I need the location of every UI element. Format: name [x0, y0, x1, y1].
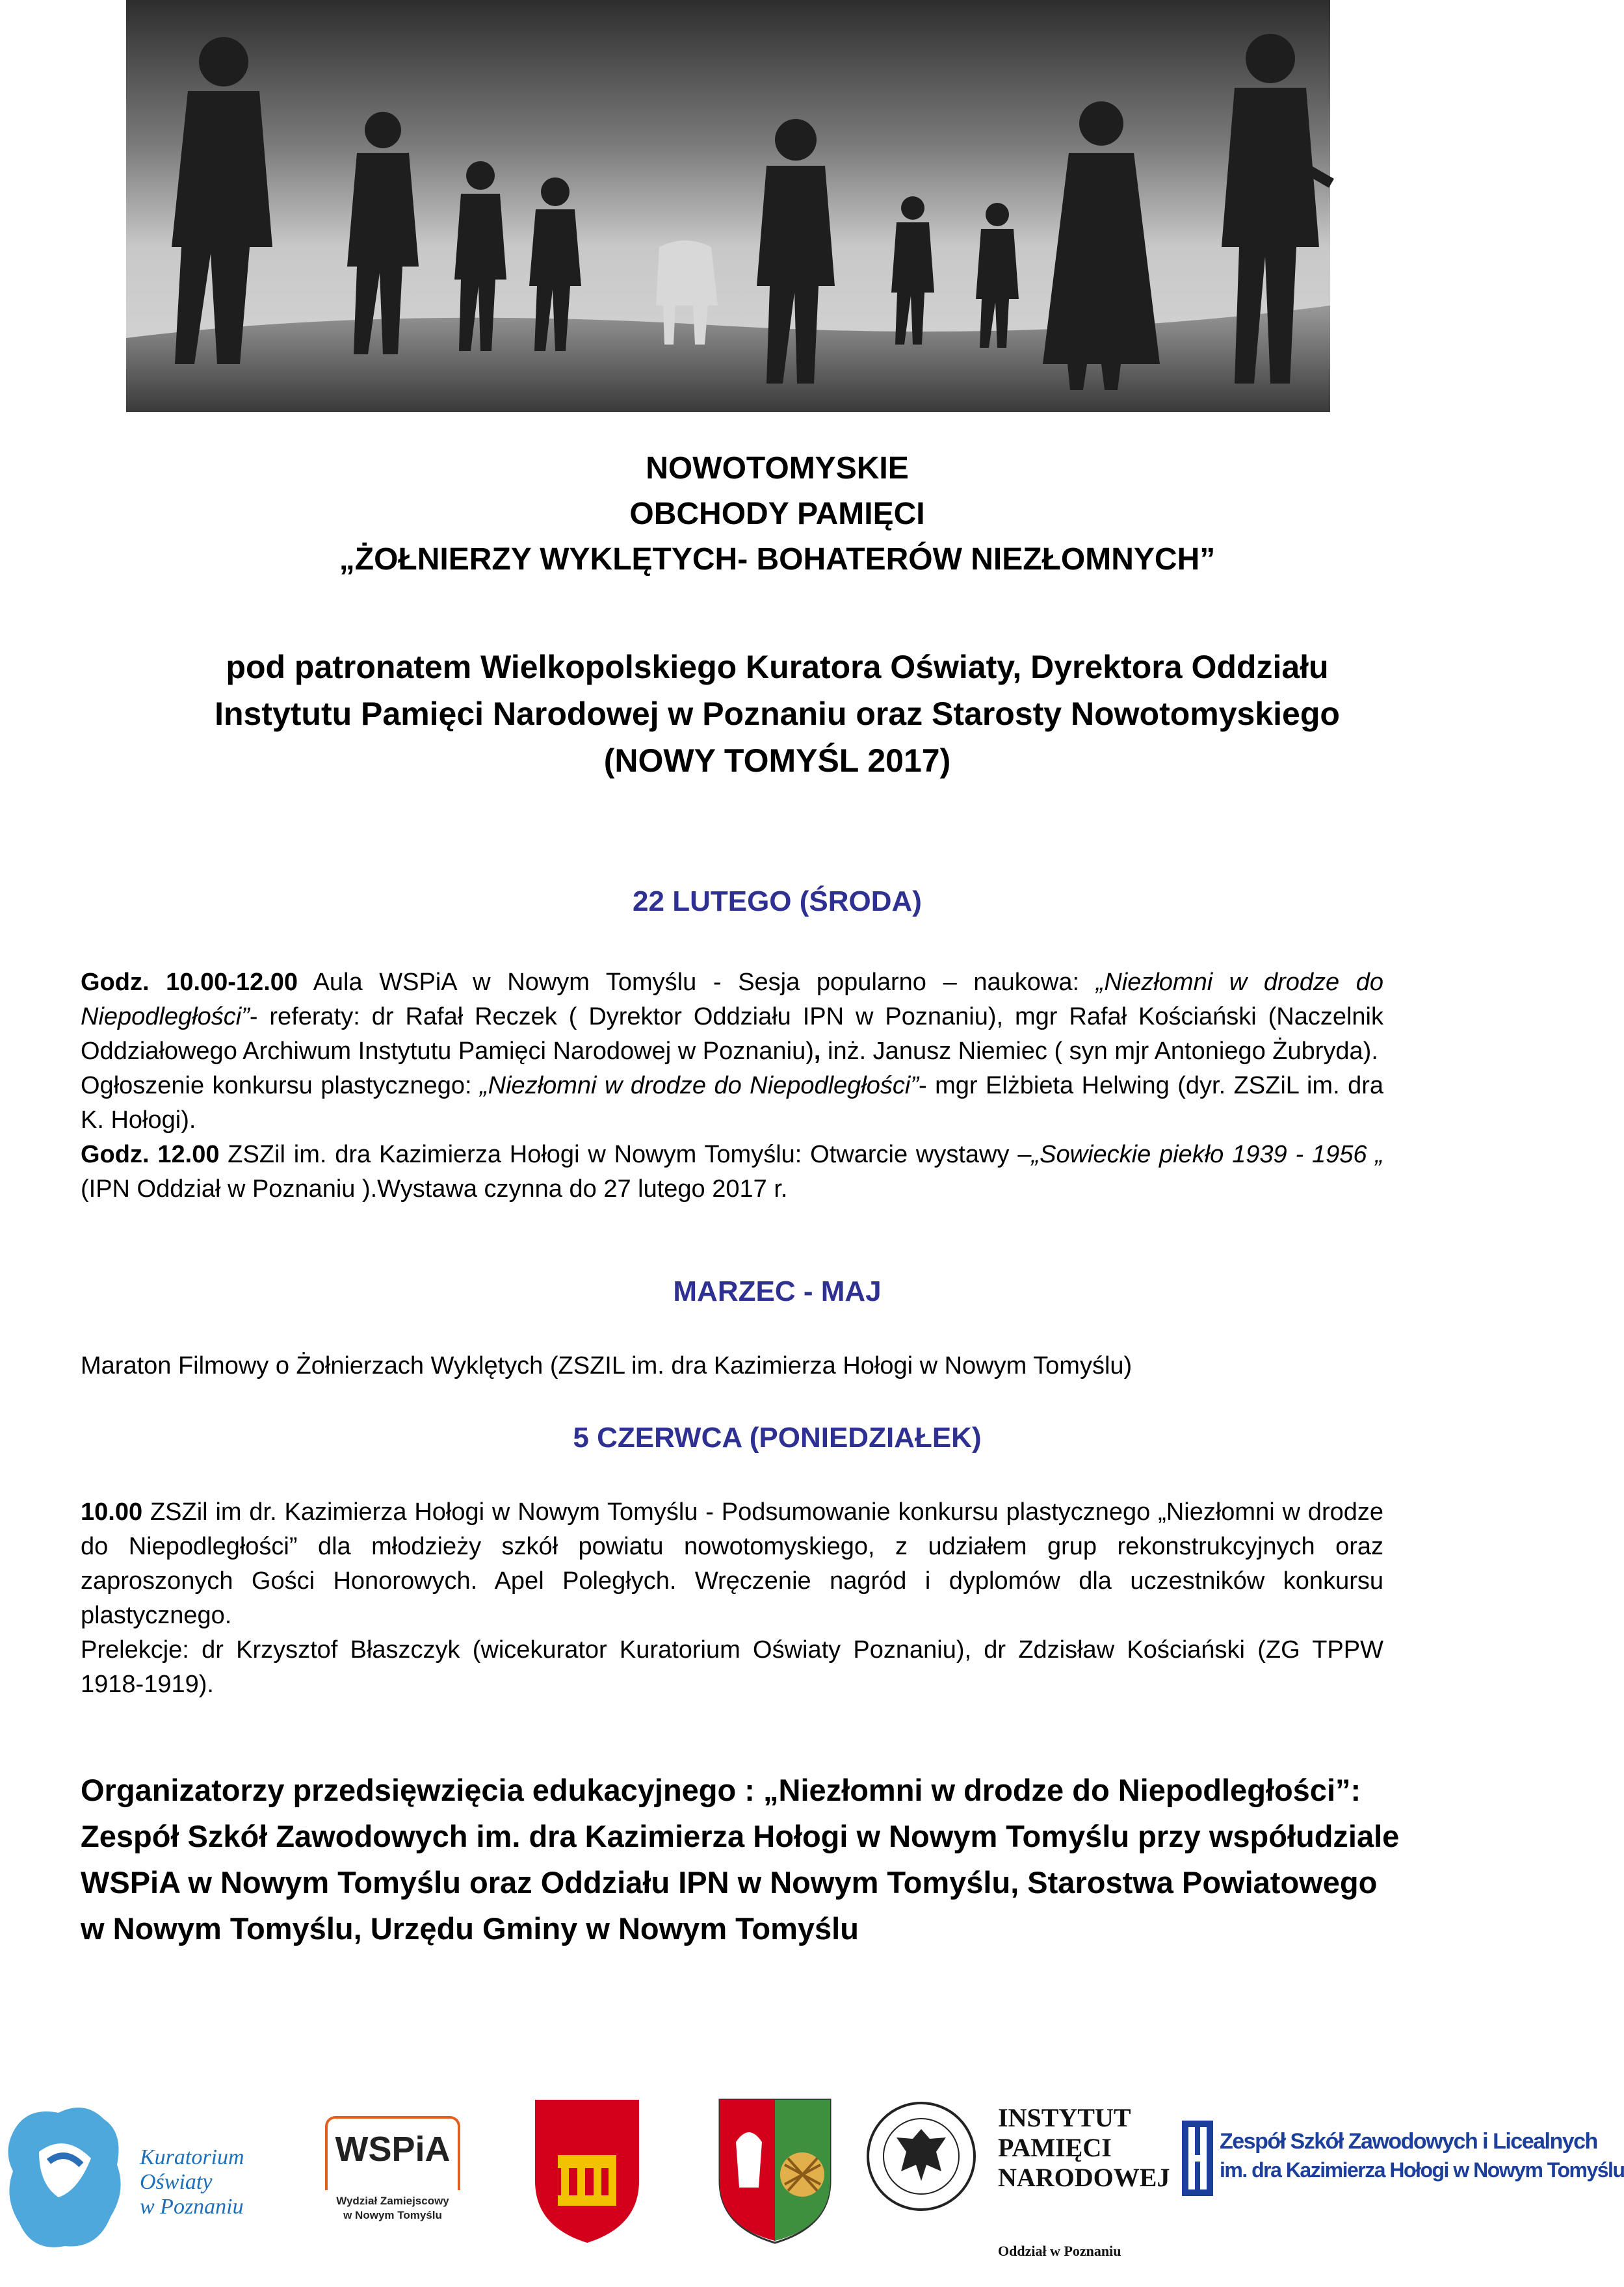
section2-date: MARZEC - MAJ [673, 1275, 882, 1307]
title-line-2: OBCHODY PAMIĘCI [629, 497, 925, 531]
section3-date: 5 CZERWCA (PONIEDZIAŁEK) [573, 1422, 982, 1454]
section1-text-2b: - mgr Elżbieta Helwing (dyr. ZSZiL im. dra K. Hołogi). [81, 1072, 1384, 1134]
section2-body [81, 1349, 1383, 1383]
section1-text-3b: (IPN Oddział w Poznaniu ).Wystawa czynna do 27 lutego 2017 r. [81, 1175, 788, 1203]
section1-paragraph-2 [81, 1069, 1383, 1138]
section3-body [81, 1495, 1383, 1702]
kuratorium-text-1: Kuratorium [140, 2145, 244, 2169]
ipn-text-1: INSTYTUT [998, 2103, 1131, 2132]
section2-text: Maraton Filmowy o Żołnierzach Wyklętych (ZSZIL im. dra Kazimierza Hołogi w Nowym Tomyślu) [81, 1352, 1133, 1379]
header-photo [126, 0, 1330, 412]
organizers-block [81, 1767, 1446, 1952]
wspia-text: WSPiA [335, 2130, 451, 2169]
organizers-line-1: Organizatorzy przedsięwzięcia edukacyjnego : „Niezłomni w drodze do Niepodległości”: [81, 1773, 1361, 1807]
gmina-shield-icon [532, 2097, 642, 2246]
powiat-coat-of-arms [716, 2097, 833, 2246]
wspia-sub-2: w Nowym Tomyślu [343, 2209, 442, 2221]
organizers-line-2: Zespół Szkół Zawodowych im. dra Kazimierza Hołogi w Nowym Tomyślu przy współudziale [81, 1819, 1400, 1853]
patronage-line-1: pod patronatem Wielkopolskiego Kuratora Oświaty, Dyrektora Oddziału [226, 649, 1329, 685]
section1-paragraph-3 [81, 1138, 1383, 1207]
section1-italic-2: „Niezłomni w drodze do Niepodległości” [480, 1072, 919, 1099]
section3-paragraph-1 [81, 1495, 1383, 1633]
gmina-coat-of-arms [532, 2097, 642, 2246]
section3-text-1: ZSZil im dr. Kazimierza Hołogi w Nowym Tomyślu - Podsumowanie konkursu plastycznego „Niezłomni w drodze do Niepodległości” dla młodzieży szkół powiatu nowotomyskiego, z udziałem grup rekonstrukcyjnych oraz zaproszonych Gości Honorowych. Apel Poległych. Wręczenie nagród i dyplomów dla uczestników konkursu plastycznego. [81, 1498, 1383, 1629]
section1-time-2: Godz. 12.00 [81, 1141, 220, 1168]
ipn-text-2: PAMIĘCI [998, 2133, 1112, 2162]
kuratorium-logo [0, 2093, 273, 2262]
powiat-shield-icon [716, 2097, 833, 2246]
ipn-logo [865, 2100, 1177, 2275]
section1-italic-1: „Niezłomni w drodze do Niepodległości” [81, 969, 1384, 1030]
organizers-line-3: WSPiA w Nowym Tomyślu oraz Oddziału IPN w Nowym Tomyślu, Starostwa Powiatowego [81, 1865, 1378, 1900]
organizers-line-4: w Nowym Tomyślu, Urzędu Gminy w Nowym Tomyślu [81, 1911, 859, 1946]
ipn-text-3: NARODOWEJ [998, 2163, 1170, 2192]
zszil-text-2: im. dra Kazimierza Hołogi w Nowym Tomyślu [1220, 2158, 1624, 2182]
section1-text-1a: Aula WSPiA w Nowym Tomyślu - Sesja popularno – naukowa: [298, 969, 1096, 996]
zszil-text-1: Zespół Szkół Zawodowych i Licealnych [1220, 2129, 1597, 2154]
section3-time: 10.00 [81, 1498, 143, 1526]
soldiers-photo-illustration [126, 0, 1330, 412]
section1-date: 22 LUTEGO (ŚRODA) [633, 885, 922, 917]
title-line-3: „ŻOŁNIERZY WYKLĘTYCH- BOHATERÓW NIEZŁOMNYCH” [339, 542, 1216, 577]
patronage-block [0, 644, 1554, 784]
wspia-logo [325, 2116, 462, 2253]
section3-paragraph-2: Prelekcje: dr Krzysztof Błaszczyk (wicekurator Kuratorium Oświaty Poznaniu), dr Zdzisław Kościański (ZG TPPW 1918-1919). [81, 1636, 1383, 1698]
section1-text-1c: inż. Janusz Niemiec ( syn mjr Antoniego Żubryda). [820, 1038, 1378, 1065]
kuratorium-map-icon [0, 2093, 130, 2262]
sponsor-logos [0, 2080, 1624, 2287]
ipn-text-4: Oddział w Poznaniu [998, 2243, 1121, 2259]
section1-italic-3: „Sowieckie piekło 1939 - 1956 „ [1031, 1141, 1384, 1168]
section1-comma: , [813, 1038, 821, 1065]
title-line-1: NOWOTOMYSKIE [646, 451, 909, 486]
patronage-line-2: Instytutu Pamięci Narodowej w Poznaniu oraz Starosty Nowotomyskiego [215, 696, 1340, 732]
ipn-eagle-seal-icon [865, 2100, 978, 2214]
section1-text-2a: Ogłoszenie konkursu plastycznego: [81, 1072, 480, 1099]
kuratorium-text-2: Oświaty [140, 2170, 213, 2194]
zszil-emblem-icon [1181, 2119, 1214, 2197]
zszil-logo [1181, 2119, 1624, 2217]
wspia-sub-1: Wydział Zamiejscowy [336, 2195, 449, 2207]
section1-text-3a: ZSZil im. dra Kazimierza Hołogi w Nowym Tomyślu: Otwarcie wystawy – [219, 1141, 1032, 1168]
section1-time-1: Godz. 10.00-12.00 [81, 969, 298, 996]
event-title [0, 446, 1554, 582]
patronage-line-3: (NOWY TOMYŚL 2017) [603, 742, 951, 779]
section1-body [81, 965, 1383, 1207]
section1-text-1b: - referaty: dr Rafał Reczek ( Dyrektor Oddziału IPN w Poznaniu), mgr Rafał Kościański (Naczelnik Oddziałowego Archiwum Instytutu Pamięci Narodowej w Poznaniu) [81, 1003, 1383, 1065]
section1-paragraph-1 [81, 965, 1383, 1069]
kuratorium-text-3: w Poznaniu [140, 2195, 244, 2219]
